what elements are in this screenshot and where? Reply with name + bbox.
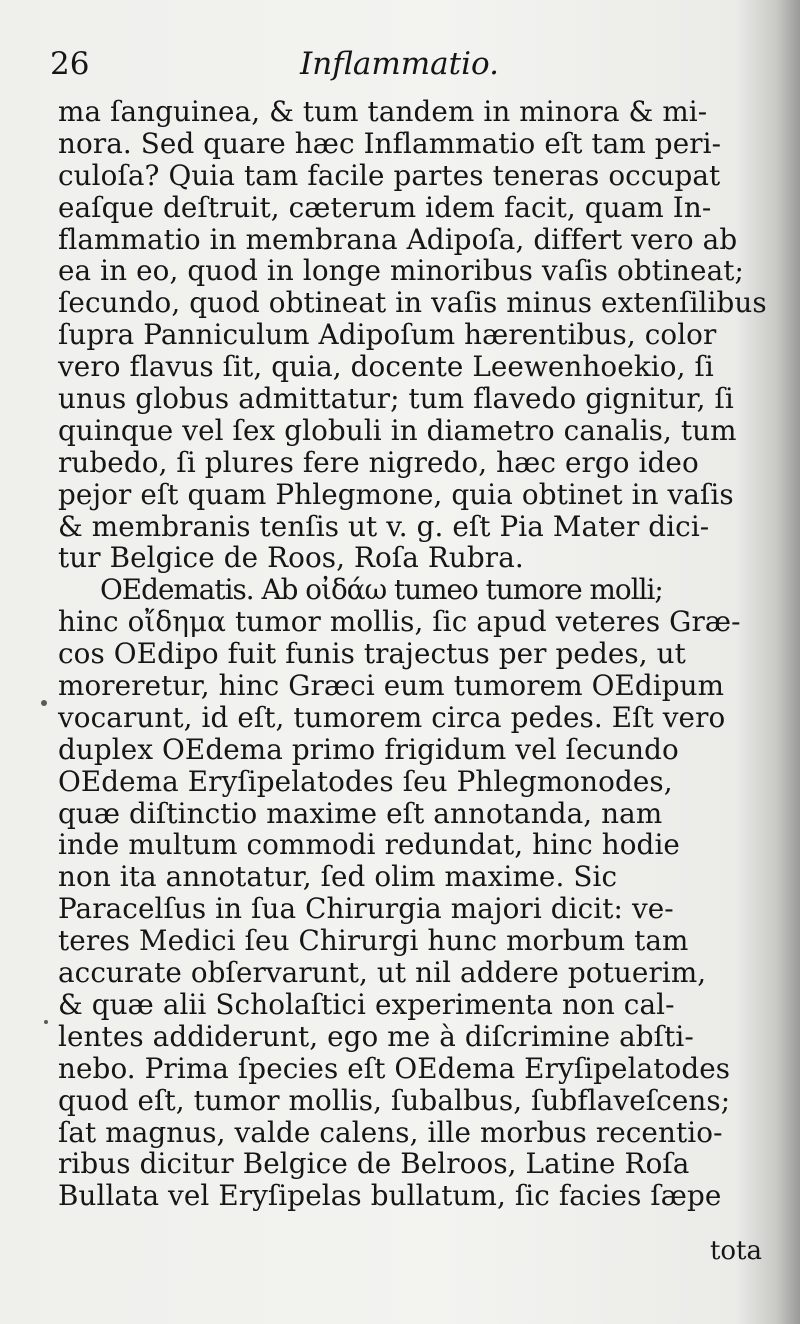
text-line: ea in eo, quod in longe minoribus vaſis obtineat;: [58, 254, 745, 288]
text-line: lentes addiderunt, ego me à diſcrimine abſti-: [58, 1019, 694, 1053]
text-line: pejor eſt quam Phlegmone, quia obtinet in vaſis: [58, 477, 734, 511]
text-line: vocarunt, id eſt, tumorem circa pedes. Eſt vero: [58, 700, 726, 734]
text-line: accurate obſervarunt, ut nil addere potuerim,: [58, 956, 707, 990]
text-line: & membranis tenſis ut v. g. eſt Pia Mater dici-: [58, 509, 710, 543]
text-line: quod eſt, tumor mollis, ſubalbus, ſubflaveſcens;: [58, 1083, 731, 1117]
text-line: moreretur, hinc Græci eum tumorem OEdipum: [58, 669, 725, 703]
text-line: ſupra Panniculum Adipoſum hærentibus, color: [58, 318, 717, 352]
text-line: tur Belgice de Roos, Roſa Rubra.: [58, 541, 524, 575]
text-line: non ita annotatur, ſed olim maxime. Sic: [58, 860, 618, 894]
ink-speck: [41, 700, 47, 706]
text-line: nebo. Prima ſpecies eſt OEdema Eryſipelatodes: [58, 1051, 731, 1085]
text-line: ma ſanguinea, & tum tandem in minora & mi-: [58, 95, 708, 128]
text-line: Bullata vel Eryſipelas bullatum, ſic facies ſæpe: [58, 1179, 722, 1213]
body-text: [58, 96, 770, 1212]
text-line: quinque vel ſex globuli in diametro canalis, tum: [58, 413, 737, 447]
ink-speck: [44, 1020, 48, 1024]
text-line: vero flavus ſit, quia, docente Leewenhoekio, ſi: [58, 350, 714, 384]
page-header: [50, 46, 750, 94]
text-line: rubedo, ſi plures fere nigredo, hæc ergo ideo: [58, 445, 699, 479]
text-line: ribus dicitur Belgice de Belroos, Latine Roſa: [58, 1147, 690, 1181]
text-line: hinc οἴδημα tumor mollis, ſic apud veteres Græ-: [58, 605, 741, 639]
text-line: nora. Sed quare hæc Inflammatio eſt tam peri-: [58, 126, 722, 160]
text-line: unus globus admittatur; tum flavedo gignitur, ſi: [58, 382, 734, 416]
paragraph-start-line: OEdematis. Ab οἰδάω tumeo tumore molli;: [100, 573, 663, 607]
text-line: eaſque deſtruit, cæterum idem facit, quam In-: [58, 190, 712, 224]
text-line: inde multum commodi redundat, hinc hodie: [58, 828, 680, 862]
text-line: quæ diſtinctio maxime eſt annotanda, nam: [58, 796, 663, 830]
page-number: 26: [50, 46, 90, 82]
text-line: ſecundo, quod obtineat in vaſis minus extenſilibus: [58, 286, 767, 320]
catchword: tota: [709, 1236, 762, 1266]
text-line: duplex OEdema primo frigidum vel ſecundo: [58, 732, 679, 766]
running-head: Inflammatio.: [300, 46, 499, 82]
text-line: culoſa? Quia tam facile partes teneras occupat: [58, 158, 721, 192]
text-line: OEdema Eryſipelatodes ſeu Phlegmonodes,: [58, 764, 673, 798]
text-line: teres Medici ſeu Chirurgi hunc morbum tam: [58, 924, 689, 958]
text-line: cos OEdipo fuit funis trajectus per pedes, ut: [58, 637, 686, 671]
text-line: ſat magnus, valde calens, ille morbus recentio-: [58, 1115, 723, 1149]
text-line: flammatio in membrana Adipoſa, differt vero ab: [58, 222, 738, 256]
text-line: Paracelſus in ſua Chirurgia majori dicit: ve-: [58, 892, 674, 926]
text-line: & quæ alii Scholaſtici experimenta non cal-: [58, 987, 675, 1021]
